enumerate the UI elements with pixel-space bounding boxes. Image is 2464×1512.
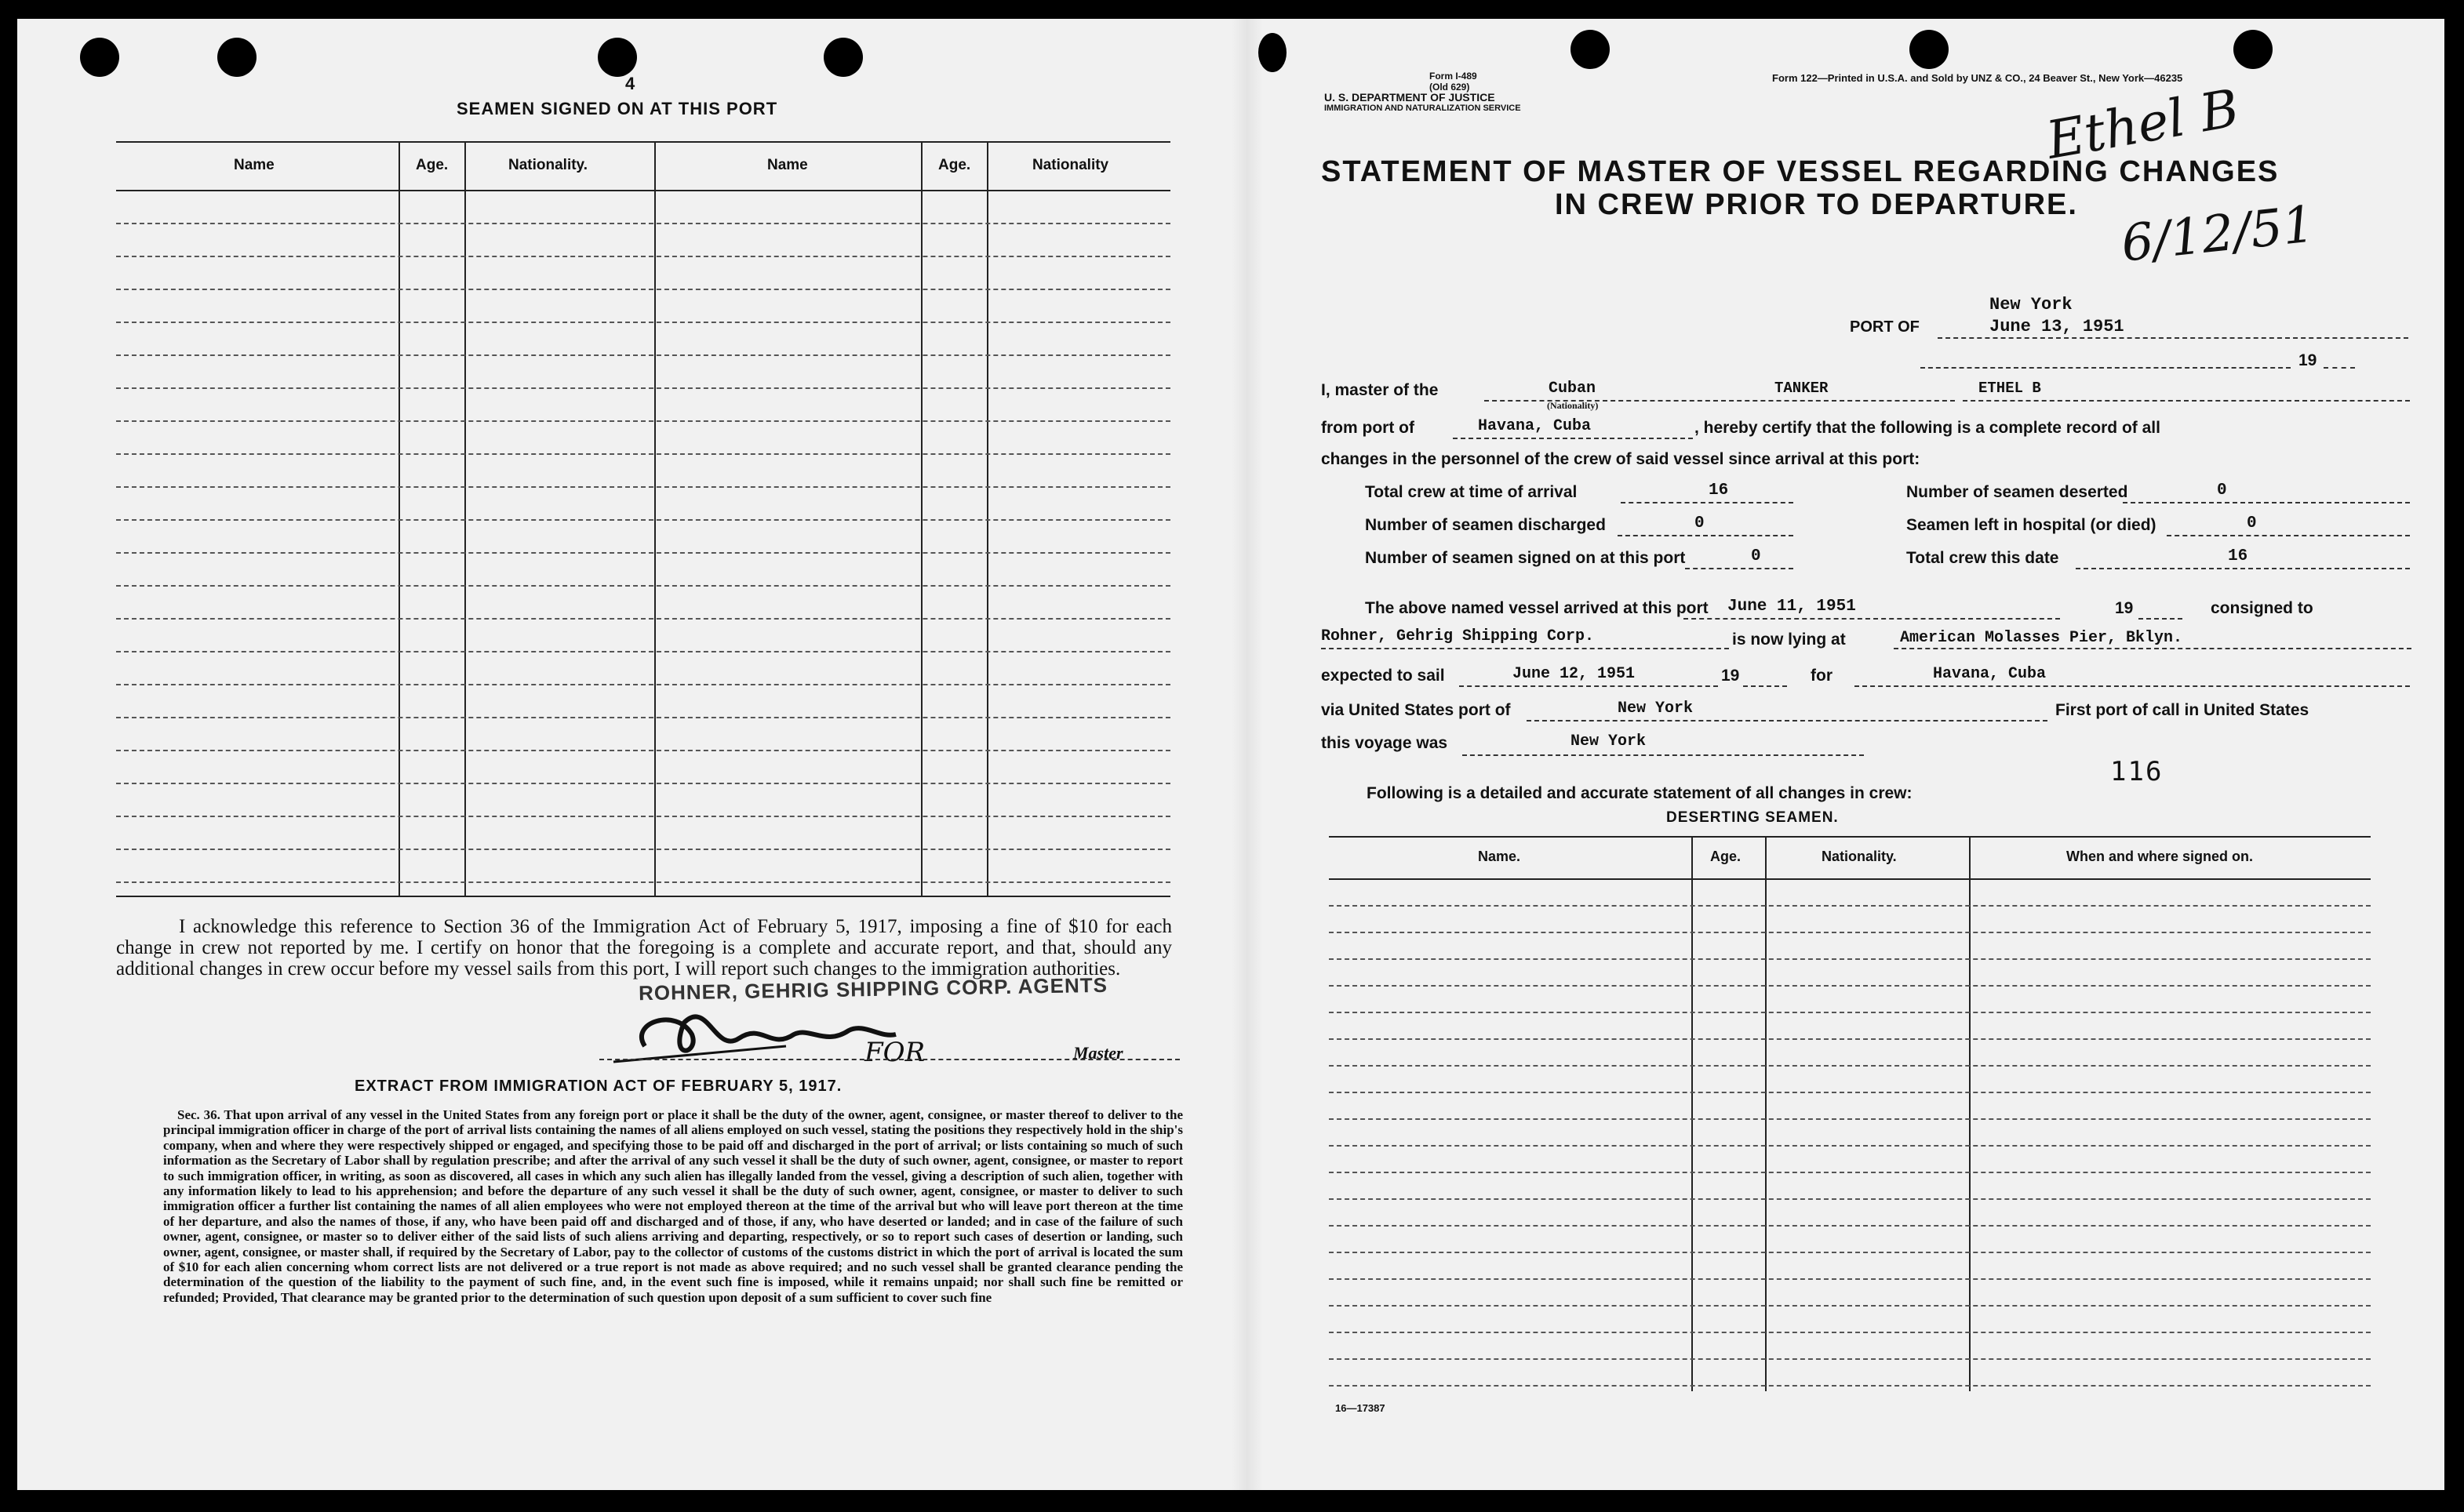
col-deserter-age: Age. xyxy=(1710,849,1742,864)
table-row-rule xyxy=(116,387,1170,389)
service-line: IMMIGRATION AND NATURALIZATION SERVICE xyxy=(1324,104,1521,113)
statement-title-line1: STATEMENT OF MASTER OF VESSEL REGARDING CHANGES xyxy=(1321,155,2280,188)
total-crew-date-value: 16 xyxy=(2228,547,2248,565)
extract-title: EXTRACT FROM IMMIGRATION ACT OF FEBRUARY 5, 1917. xyxy=(355,1078,843,1095)
year-prefix-3: 19 xyxy=(1721,667,1740,685)
total-crew-date-label: Total crew this date xyxy=(1906,549,2059,567)
table-row-rule xyxy=(1329,1278,2371,1280)
lying-label: is now lying at xyxy=(1732,631,1846,649)
table-row-rule xyxy=(116,651,1170,652)
table-row-rule xyxy=(116,322,1170,323)
consigned-label: consigned to xyxy=(2211,599,2313,617)
nationality-value: Cuban xyxy=(1549,380,1596,398)
table-row-rule xyxy=(116,289,1170,290)
vessel-name-value: ETHEL B xyxy=(1978,380,2041,397)
table-row-rule xyxy=(1329,1012,2371,1013)
port-value: New York xyxy=(1989,295,2073,314)
punch-hole xyxy=(1258,33,1287,72)
handwritten-vessel-name: Ethel B xyxy=(2042,78,2244,171)
table-rows xyxy=(116,190,1170,897)
department-line: U. S. DEPARTMENT OF JUSTICE xyxy=(1324,91,1495,104)
changes-text: changes in the personnel of the crew of said vessel since arrival at this port: xyxy=(1321,450,1920,468)
table-row-rule xyxy=(116,816,1170,817)
voyage-label: this voyage was xyxy=(1321,734,1448,752)
year-prefix: 19 xyxy=(2298,351,2317,369)
scanned-document xyxy=(17,19,2444,1490)
col-deserter-nationality: Nationality. xyxy=(1822,849,1897,864)
vessel-type-value: TANKER xyxy=(1774,380,1829,397)
master-of-label: I, master of the xyxy=(1321,381,1439,399)
col-age-2: Age. xyxy=(938,157,971,173)
arrived-label: The above named vessel arrived at this port xyxy=(1365,599,1709,617)
col-name-2: Name xyxy=(767,157,808,173)
table-row-rule xyxy=(1329,1172,2371,1173)
form-old-number: (Old 629) xyxy=(1429,82,1470,93)
table-row-rule xyxy=(116,223,1170,224)
hospital-label: Seamen left in hospital (or died) xyxy=(1906,516,2156,534)
col-name: Name xyxy=(234,157,275,173)
punch-hole xyxy=(1570,30,1610,69)
table-row-rule xyxy=(116,256,1170,257)
table-row-rule xyxy=(1329,958,2371,960)
for-value: Havana, Cuba xyxy=(1933,665,2047,683)
table-row-rule xyxy=(116,783,1170,784)
port-label: PORT OF xyxy=(1850,318,1920,336)
section-36-text xyxy=(163,1107,1183,1305)
table-row-rule xyxy=(116,453,1170,455)
table-row-rule xyxy=(1329,1332,2371,1333)
total-crew-arrival-value: 16 xyxy=(1709,482,1729,500)
punch-hole xyxy=(824,38,863,77)
table-row-rule xyxy=(1329,1145,2371,1147)
stamp-number: 116 xyxy=(2110,756,2164,787)
col-nationality: Nationality. xyxy=(508,157,588,173)
signed-on-label: Number of seamen signed on at this port xyxy=(1365,549,1686,567)
table-row-rule xyxy=(1329,1038,2371,1040)
lying-value: American Molasses Pier, Bklyn. xyxy=(1900,629,2183,647)
table-row-rule xyxy=(116,881,1170,883)
deserting-seamen-table xyxy=(1329,836,2371,1391)
following-text: Following is a detailed and accurate statement of all changes in crew: xyxy=(1367,784,1913,802)
voyage-value: New York xyxy=(1570,732,1647,751)
table-row-rule xyxy=(116,486,1170,488)
seamen-signed-table xyxy=(116,141,1170,897)
master-label: Master xyxy=(1073,1043,1123,1063)
agent-stamp: ROHNER, GEHRIG SHIPPING CORP. AGENTS xyxy=(638,972,1108,1005)
page-number: 4 xyxy=(625,74,635,93)
date-value: June 13, 1951 xyxy=(1989,317,2124,336)
table-row-rule xyxy=(1329,1358,2371,1360)
table-row-rule xyxy=(116,354,1170,356)
total-crew-arrival-label: Total crew at time of arrival xyxy=(1365,483,1578,501)
table-row-rule xyxy=(1329,1252,2371,1253)
table-row-rule xyxy=(116,618,1170,620)
table-row-rule xyxy=(116,585,1170,587)
col-age: Age. xyxy=(416,157,449,173)
table-row-rule xyxy=(116,552,1170,554)
year-prefix-2: 19 xyxy=(2115,599,2134,617)
table-row-rule xyxy=(116,519,1170,521)
left-page xyxy=(17,19,1241,1490)
table-row-rule xyxy=(116,420,1170,422)
from-port-label: from port of xyxy=(1321,419,1414,437)
from-port-value: Havana, Cuba xyxy=(1478,417,1592,435)
via-label: via United States port of xyxy=(1321,701,1511,719)
table-row-rule xyxy=(1329,1225,2371,1227)
expected-label: expected to sail xyxy=(1321,667,1445,685)
signed-on-value: 0 xyxy=(1751,547,1761,565)
for-label: for xyxy=(1811,667,1833,685)
table-row-rule xyxy=(1329,1092,2371,1093)
acknowledgement-text: I acknowledge this reference to Section 36 of the Immigration Act of February 5, 1917, imposing a fine of $10 for each change in crew not reported by me. I certify on honor that the foregoing is a complete and accurate report, and that, should any additional changes in crew occur before my vessel sails from this port, I will report such changes to the immigration authorities. xyxy=(116,916,1172,980)
punch-hole xyxy=(598,38,637,77)
section-body: That upon arrival of any vessel in the United States from any foreign port or place it shall be the duty of the owner, agent, consignee, or master thereof to deliver to the principal immigration officer in charge of the port of arrival lists containing the names of all aliens employed on such vessel, stating the positions they respectively hold in the ship's company, when and where they were respectively shipped or engaged, and specifying those to be paid off and discharged in the port of arrival; or lists containing so much of such information as the Secretary of Labor shall by regulation prescribe; and after the arrival of any such vessel it shall be the duty of such owner, agent, consignee, or master to report to such immigration officer, in writing, as soon as discovered, all cases in which any such alien has illegally landed from the vessel, giving a description of such alien, together with any information likely to lead to his apprehension; and before the departure of any such vessel it shall be the duty of such owner, agent, consignee, or master to deliver to such immigration officer a further list containing the names of all alien employees who were not employed thereon at the time of the arrival but who will leave port thereon at the time of her departure, and also the names of those, if any, who have been paid off and discharged and of those, if any, who have deserted or landed; and in case of the failure of such owner, agent, consignee, or master so to deliver either of the said lists of such aliens arriving and departing, respectively, or so to report such cases of desertion or landing, such owner, agent, consignee, or master shall, if required by the Secretary of Labor, pay to the collector of customs of the customs district in which the port of arrival is located the sum of $10 for each alien concerning whom correct lists are not delivered or a true report is not made as above required; and no such vessel shall be granted clearance pending the determination of the question of the liability to the payment of such fine, and, in the event such fine is imposed, while it remains unpaid; nor shall such fine be remitted or refunded; Provided, That clearance may be granted prior to the determination of such question upon deposit of a sum sufficient to cover such fine xyxy=(163,1107,1183,1305)
table-row-rule xyxy=(1329,1305,2371,1307)
table-row-rule xyxy=(116,849,1170,850)
col-deserter-name: Name. xyxy=(1478,849,1521,864)
punch-hole xyxy=(217,38,257,77)
punch-hole xyxy=(2233,30,2273,69)
footer-code: 16—17387 xyxy=(1335,1402,1385,1414)
expected-value: June 12, 1951 xyxy=(1512,665,1636,683)
table-row-rule xyxy=(1329,932,2371,933)
table-row-rule xyxy=(1329,1385,2371,1387)
deserted-label: Number of seamen deserted xyxy=(1906,483,2128,501)
table-row-rule xyxy=(1329,1118,2371,1120)
table-row-rule xyxy=(1329,985,2371,987)
punch-hole xyxy=(80,38,119,77)
signature-for: FOR xyxy=(864,1037,926,1068)
statement-title-line2: IN CREW PRIOR TO DEPARTURE. xyxy=(1555,188,2078,221)
table-row-rule xyxy=(116,750,1170,751)
certify-text: , hereby certify that the following is a complete record of all xyxy=(1694,419,2160,437)
col-nationality-2: Nationality xyxy=(1032,157,1109,173)
form-number: Form I-489 xyxy=(1429,71,1477,82)
punch-hole xyxy=(1909,30,1949,69)
deserting-title: DESERTING SEAMEN. xyxy=(1666,809,1839,826)
first-port-label: First port of call in United States xyxy=(2055,701,2309,719)
discharged-label: Number of seamen discharged xyxy=(1365,516,1606,534)
col-when-where-signed: When and where signed on. xyxy=(2066,849,2254,864)
section-label: Sec. 36. xyxy=(177,1107,220,1122)
deserting-rows xyxy=(1329,878,2371,1391)
hospital-value: 0 xyxy=(2247,514,2257,532)
left-page-title: SEAMEN SIGNED ON AT THIS PORT xyxy=(457,99,778,118)
table-row-rule xyxy=(116,717,1170,718)
nationality-caption: (Nationality) xyxy=(1547,400,1599,411)
table-row-rule xyxy=(1329,1065,2371,1067)
table-row-rule xyxy=(1329,905,2371,907)
deserted-value: 0 xyxy=(2217,482,2227,500)
via-value: New York xyxy=(1618,700,1694,718)
table-row-rule xyxy=(1329,1198,2371,1200)
right-page xyxy=(1257,19,2444,1490)
discharged-value: 0 xyxy=(1694,514,1705,532)
consignee-value: Rohner, Gehrig Shipping Corp. xyxy=(1321,627,1595,645)
master-signature xyxy=(598,991,990,1078)
handwritten-date: 6/12/51 xyxy=(2118,195,2317,274)
printer-line: Form 122—Printed in U.S.A. and Sold by UNZ & CO., 24 Beaver St., New York—46235 xyxy=(1772,72,2183,84)
arrived-value: June 11, 1951 xyxy=(1727,598,1856,616)
table-row-rule xyxy=(116,684,1170,685)
